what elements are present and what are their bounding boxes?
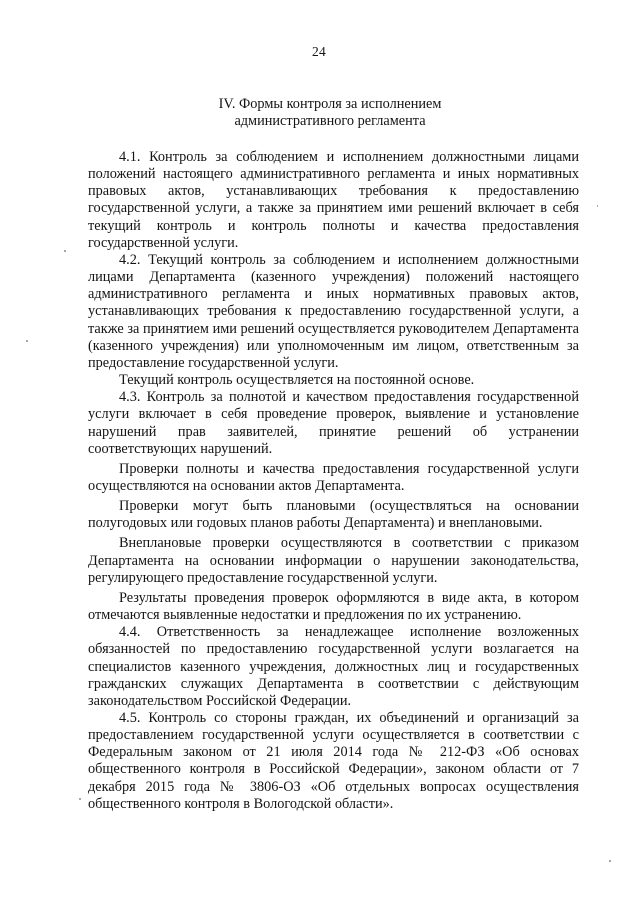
- scan-speck: [79, 798, 81, 800]
- scan-speck: [609, 860, 611, 862]
- section-heading: [80, 96, 580, 130]
- body-text: [88, 149, 579, 813]
- scan-speck: [26, 340, 28, 342]
- scan-speck: [64, 250, 66, 252]
- section-heading-line: IV. Формы контроля за исполнением: [218, 96, 442, 112]
- paragraph: Внеплановые проверки осуществляются в соответствии с приказом Департамента на основании информации о нарушении законодательства, регулирующего предоставление государственной услуги.: [88, 535, 579, 586]
- section-heading-line: административного регламента: [234, 113, 426, 129]
- page-number: 24: [311, 44, 327, 59]
- paragraph: Проверки могут быть плановыми (осуществляться на основании полугодовых или годовых планов работы Департамента) и внеплановыми.: [88, 498, 579, 532]
- paragraph: 4.3. Контроль за полнотой и качеством предоставления государственной услуги включает в себя проведение проверок, выявление и установление нарушений прав заявителей, принятие решений об устранении соответствующих нарушений.: [88, 389, 579, 457]
- paragraph: 4.4. Ответственность за ненадлежащее исполнение возложенных обязанностей по предоставлению государственной услуги возлагается на специалистов казенного учреждения, должностных лиц и государственных гражданских служащих Департамента в соответствии с действующим законодательством Российской Федерации.: [88, 624, 579, 709]
- paragraph: 4.5. Контроль со стороны граждан, их объединений и организаций за предоставлением государственной услуги осуществляется в соответствии с Федеральным законом от 21 июля 2014 года № 212-ФЗ «Об основах общественного контроля в Российской Федерации», законом области от 7 декабря 2015 года № 3806-ОЗ «Об отдельных вопросах осуществления общественного контроля в Вологодской области».: [88, 710, 579, 812]
- paragraph: Результаты проведения проверок оформляются в виде акта, в котором отмечаются выявленные недостатки и предложения по их устранению.: [88, 589, 579, 624]
- paragraph: 4.2. Текущий контроль за соблюдением и исполнением должностными лицами Департамента (казенного учреждения) положений настоящего административного регламента и иных нормативных правовых актов, устанавливающих требования к предоставлению государственной услуги, а также за принятием ими решений осуществляется руководителем Департамента (казенного учреждения) или уполномоченным им лицом, ответственным за предоставление государственной услуги.: [88, 251, 579, 371]
- paragraph: 4.1. Контроль за соблюдением и исполнением должностными лицами положений настоящего административного регламента и иных нормативных правовых актов, устанавливающих требования к предоставлению государственной услуги, а также за принятием ими решений включает в себя текущий контроль и контроль полноты и качества предоставления государственной услуги.: [88, 149, 579, 251]
- paragraph: Текущий контроль осуществляется на постоянной основе.: [119, 372, 475, 389]
- scan-speck: [597, 205, 598, 207]
- paragraph: Проверки полноты и качества предоставления государственной услуги осуществляются на основании актов Департамента.: [88, 460, 579, 494]
